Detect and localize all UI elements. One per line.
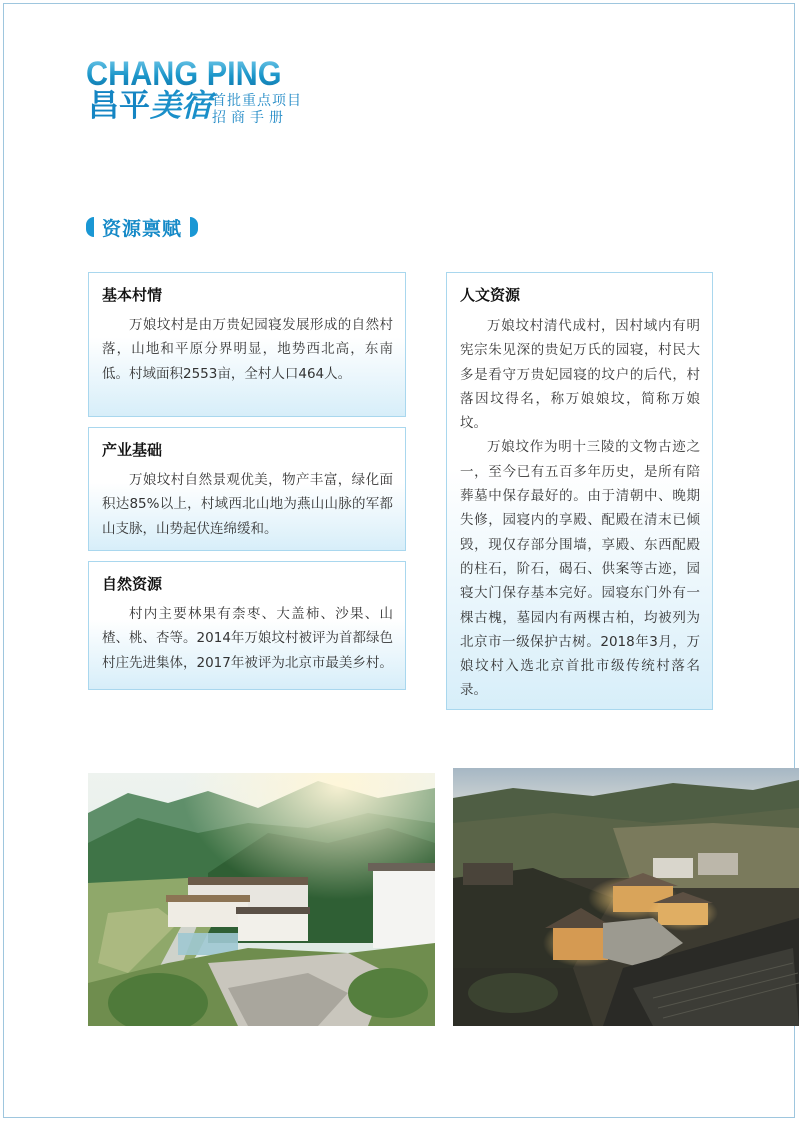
box-cultural-resources: [446, 272, 713, 710]
box-title: 产业基础: [102, 441, 163, 459]
logo-chinese-script: 美宿: [150, 88, 212, 124]
logo-subtitle-line2: 招商手册: [212, 110, 288, 126]
section-heading: [86, 214, 198, 240]
box-body: [460, 314, 700, 703]
paragraph: 万娘坟村是由万贵妃园寝发展形成的自然村落，山地和平原分界明显，地势西北高，东南低。村域面积2553亩，全村人口464人。: [102, 317, 393, 382]
box-title: 人文资源: [460, 286, 521, 304]
box-title: 自然资源: [102, 575, 163, 593]
heading-right-cap: [190, 217, 198, 237]
box-basic-info: [88, 272, 406, 417]
box-body: [102, 602, 393, 675]
paragraph: 万娘坟村自然景观优美，物产丰富，绿化面积达85%以上，村域西北山地为燕山山脉的军都山支脉，山势起伏连绵缓和。: [102, 472, 393, 537]
village-daylight-photo: [88, 773, 435, 1026]
village-dusk-photo: [453, 768, 799, 1026]
box-body: [102, 313, 393, 386]
paragraph: 万娘坟村清代成村，因村域内有明宪宗朱见深的贵妃万氏的园寝，村民大多是看守万贵妃园寝的坟户的后代，村落因坟得名，称万娘娘坟，简称万娘坟。: [460, 318, 700, 432]
box-title: 基本村情: [102, 286, 163, 304]
logo-chinese: [88, 86, 212, 126]
section-title: 资源禀赋: [102, 217, 183, 240]
box-natural-resources: [88, 561, 406, 690]
paragraph: 村内主要林果有柰枣、大盖柿、沙果、山楂、桃、杏等。2014年万娘坟村被评为首都绿色村庄先进集体，2017年被评为北京市最美乡村。: [102, 606, 393, 671]
logo-chinese-plain: 昌平: [88, 88, 150, 124]
logo-english: CHANG PING: [86, 55, 282, 93]
paragraph: 万娘坟作为明十三陵的文物古迹之一，至今已有五百多年历史，是所有陪葬墓中保存最好的。由于清朝中、晚期失修，园寝内的享殿、配殿在清末已倾毁，现仅存部分围墙，享殿、东西配殿的柱石，阶石，碣石、供案等古迹，园寝大门保存基本完好。园寝东门外有一棵古槐，墓园内有两棵古柏，均被列为北京市一级保护古树。2018年3月，万娘坟村入选北京首批市级传统村落名录。: [460, 439, 700, 699]
heading-left-cap: [86, 217, 94, 237]
box-body: [102, 468, 393, 541]
box-industry: [88, 427, 406, 551]
logo-subtitle-line1: 首批重点项目: [212, 93, 302, 109]
